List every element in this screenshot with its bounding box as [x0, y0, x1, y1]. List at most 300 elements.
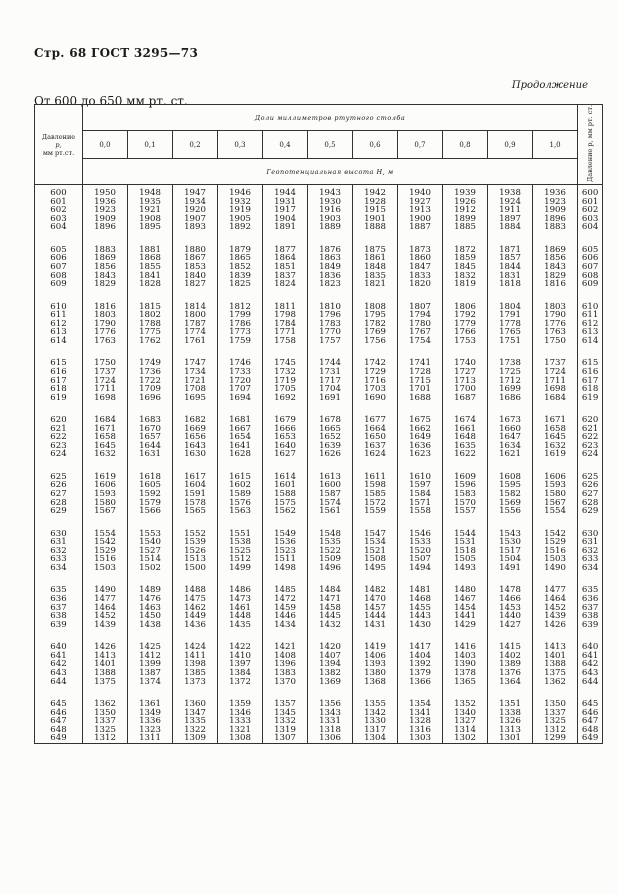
altitude-header: Геопотенциальная высота H, м	[83, 159, 578, 185]
column-header: 0,2	[173, 131, 218, 159]
altitude-cell: 1692	[263, 394, 308, 412]
altitude-cell: 1775	[128, 328, 173, 337]
altitude-cell: 1424	[173, 639, 218, 652]
altitude-cell: 1806	[443, 299, 488, 312]
altitude-cell: 1593	[533, 481, 578, 490]
altitude-cell: 1408	[263, 652, 308, 661]
altitude-cell: 1388	[533, 660, 578, 669]
altitude-cell: 1485	[263, 582, 308, 595]
pressure-cell-left: 621	[35, 425, 83, 434]
altitude-cell: 1795	[353, 311, 398, 320]
altitude-cell: 1507	[398, 555, 443, 564]
altitude-cell: 1476	[128, 595, 173, 604]
altitude-cell: 1623	[398, 450, 443, 468]
altitude-cell: 1472	[263, 595, 308, 604]
altitude-cell: 1716	[353, 377, 398, 386]
altitude-cell: 1308	[218, 734, 263, 743]
altitude-cell: 1606	[83, 481, 128, 490]
altitude-cell: 1800	[173, 311, 218, 320]
altitude-cell: 1662	[398, 425, 443, 434]
altitude-cell: 1901	[353, 215, 398, 224]
altitude-cell: 1722	[128, 377, 173, 386]
altitude-cell: 1490	[533, 564, 578, 582]
altitude-cell: 1923	[533, 198, 578, 207]
altitude-cell: 1370	[263, 678, 308, 696]
pressure-cell-left: 626	[35, 481, 83, 490]
altitude-cell: 1390	[443, 660, 488, 669]
altitude-cell: 1542	[83, 538, 128, 547]
pressure-cell-left: 608	[35, 272, 83, 281]
altitude-cell: 1473	[218, 595, 263, 604]
altitude-cell: 1306	[308, 734, 353, 743]
altitude-cell: 1602	[218, 481, 263, 490]
altitude-cell: 1589	[218, 490, 263, 499]
altitude-cell: 1448	[218, 612, 263, 621]
altitude-cell: 1632	[533, 442, 578, 451]
altitude-cell: 1518	[443, 547, 488, 556]
altitude-cell: 1732	[263, 368, 308, 377]
altitude-cell: 1399	[128, 660, 173, 669]
pressure-cell-right: 646	[578, 709, 603, 718]
altitude-cell: 1727	[443, 368, 488, 377]
pressure-cell-left: 601	[35, 198, 83, 207]
altitude-cell: 1538	[218, 538, 263, 547]
altitude-cell: 1677	[353, 412, 398, 425]
altitude-cell: 1790	[83, 320, 128, 329]
altitude-cell: 1343	[308, 709, 353, 718]
pressure-cell-left: 614	[35, 337, 83, 355]
altitude-cell: 1790	[533, 311, 578, 320]
table-row	[35, 223, 603, 241]
altitude-cell: 1644	[128, 442, 173, 451]
altitude-cell: 1724	[533, 368, 578, 377]
pressure-cell-right: 603	[578, 215, 603, 224]
altitude-cell: 1707	[218, 385, 263, 394]
altitude-cell: 1604	[173, 481, 218, 490]
pressure-cell-right: 642	[578, 660, 603, 669]
altitude-cell: 1312	[83, 734, 128, 743]
pressure-cell-left: 635	[35, 582, 83, 595]
pressure-cell-left: 613	[35, 328, 83, 337]
altitude-cell: 1709	[128, 385, 173, 394]
pressure-cell-left: 641	[35, 652, 83, 661]
altitude-cell: 1733	[218, 368, 263, 377]
altitude-cell: 1425	[128, 639, 173, 652]
altitude-cell: 1549	[263, 526, 308, 539]
pressure-cell-left: 624	[35, 450, 83, 468]
altitude-cell: 1491	[488, 564, 533, 582]
altitude-cell: 1302	[443, 734, 488, 743]
altitude-cell: 1464	[83, 604, 128, 613]
altitude-cell: 1734	[173, 368, 218, 377]
altitude-cell: 1471	[308, 595, 353, 604]
altitude-cell: 1313	[488, 726, 533, 735]
altitude-cell: 1388	[83, 669, 128, 678]
altitude-cell: 1514	[128, 555, 173, 564]
altitude-cell: 1845	[443, 263, 488, 272]
altitude-cell: 1935	[128, 198, 173, 207]
altitude-cell: 1661	[443, 425, 488, 434]
altitude-cell: 1843	[533, 263, 578, 272]
altitude-cell: 1649	[398, 433, 443, 442]
altitude-cell: 1784	[263, 320, 308, 329]
altitude-cell: 1352	[443, 696, 488, 709]
altitude-cell: 1601	[263, 481, 308, 490]
altitude-cell: 1776	[533, 320, 578, 329]
table-row	[35, 678, 603, 696]
altitude-cell: 1362	[533, 678, 578, 696]
altitude-cell: 1856	[83, 263, 128, 272]
altitude-cell: 1543	[488, 526, 533, 539]
altitude-cell: 1455	[398, 604, 443, 613]
altitude-cell: 1928	[353, 198, 398, 207]
altitude-cell: 1665	[308, 425, 353, 434]
altitude-cell: 1897	[488, 215, 533, 224]
altitude-cell: 1484	[308, 582, 353, 595]
altitude-cell: 1863	[308, 254, 353, 263]
altitude-cell: 1808	[353, 299, 398, 312]
altitude-cell: 1804	[488, 299, 533, 312]
altitude-cell: 1516	[533, 547, 578, 556]
altitude-cell: 1839	[218, 272, 263, 281]
pressure-cell-left: 623	[35, 442, 83, 451]
altitude-cell: 1708	[173, 385, 218, 394]
altitude-cell: 1580	[533, 490, 578, 499]
altitude-cell: 1903	[308, 215, 353, 224]
altitude-cell: 1600	[308, 481, 353, 490]
altitude-cell: 1674	[443, 412, 488, 425]
altitude-cell: 1554	[533, 507, 578, 525]
altitude-cell: 1857	[488, 254, 533, 263]
altitude-cell: 1791	[488, 311, 533, 320]
altitude-cell: 1900	[398, 215, 443, 224]
pressure-cell-left: 630	[35, 526, 83, 539]
altitude-cell: 1770	[308, 328, 353, 337]
altitude-cell: 1556	[488, 507, 533, 525]
altitude-cell: 1398	[173, 660, 218, 669]
altitude-cell: 1316	[398, 726, 443, 735]
altitude-cell: 1422	[218, 639, 263, 652]
altitude-cell: 1317	[353, 726, 398, 735]
altitude-cell: 1618	[128, 469, 173, 482]
altitude-cell: 1658	[83, 433, 128, 442]
pressure-cell-left: 637	[35, 604, 83, 613]
altitude-cell: 1678	[308, 412, 353, 425]
altitude-cell: 1836	[308, 272, 353, 281]
altitude-cell: 1559	[353, 507, 398, 525]
pressure-cell-left: 622	[35, 433, 83, 442]
altitude-cell: 1879	[218, 242, 263, 255]
altitude-cell: 1851	[263, 263, 308, 272]
altitude-cell: 1721	[173, 377, 218, 386]
altitude-cell: 1488	[173, 582, 218, 595]
altitude-cell: 1688	[398, 394, 443, 412]
pressure-cell-left: 625	[35, 469, 83, 482]
altitude-cell: 1626	[308, 450, 353, 468]
altitude-cell: 1396	[263, 660, 308, 669]
altitude-cell: 1606	[533, 469, 578, 482]
pressure-cell-right: 640	[578, 639, 603, 652]
altitude-cell: 1765	[488, 328, 533, 337]
altitude-cell: 1426	[83, 639, 128, 652]
altitude-cell: 1645	[83, 442, 128, 451]
pressure-cell-left: 638	[35, 612, 83, 621]
altitude-cell: 1754	[398, 337, 443, 355]
pressure-cell-right: 629	[578, 507, 603, 525]
altitude-cell: 1787	[173, 320, 218, 329]
altitude-cell: 1852	[218, 263, 263, 272]
altitude-cell: 1486	[218, 582, 263, 595]
page-header: Стр. 68 ГОСТ 3295—73	[34, 46, 199, 60]
altitude-cell: 1580	[83, 499, 128, 508]
altitude-cell: 1547	[353, 526, 398, 539]
pressure-cell-right: 606	[578, 254, 603, 263]
altitude-cell: 1416	[443, 639, 488, 652]
altitude-cell: 1463	[128, 604, 173, 613]
altitude-cell: 1566	[128, 507, 173, 525]
pressure-cell-right: 610	[578, 299, 603, 312]
altitude-cell: 1490	[83, 582, 128, 595]
altitude-cell: 1526	[173, 547, 218, 556]
altitude-cell: 1670	[128, 425, 173, 434]
altitude-cell: 1563	[218, 507, 263, 525]
altitude-cell: 1883	[533, 223, 578, 241]
altitude-cell: 1711	[83, 385, 128, 394]
altitude-cell: 1829	[83, 280, 128, 298]
pressure-cell-right: 633	[578, 555, 603, 564]
altitude-cell: 1327	[443, 717, 488, 726]
altitude-cell: 1821	[353, 280, 398, 298]
altitude-cell: 1892	[218, 223, 263, 241]
altitude-cell: 1569	[488, 499, 533, 508]
altitude-cell: 1355	[353, 696, 398, 709]
pressure-cell-right: 647	[578, 717, 603, 726]
altitude-cell: 1572	[353, 499, 398, 508]
altitude-cell: 1849	[308, 263, 353, 272]
table-row	[35, 394, 603, 412]
altitude-cell: 1647	[488, 433, 533, 442]
altitude-cell: 1658	[533, 425, 578, 434]
altitude-cell: 1724	[83, 377, 128, 386]
altitude-cell: 1741	[398, 355, 443, 368]
table-row	[35, 280, 603, 298]
altitude-cell: 1349	[128, 709, 173, 718]
altitude-cell: 1441	[443, 612, 488, 621]
altitude-cell: 1347	[173, 709, 218, 718]
altitude-cell: 1540	[128, 538, 173, 547]
altitude-cell: 1457	[353, 604, 398, 613]
altitude-cell: 1338	[488, 709, 533, 718]
altitude-cell: 1703	[353, 385, 398, 394]
altitude-cell: 1736	[128, 368, 173, 377]
altitude-cell: 1454	[443, 604, 488, 613]
pressure-cell-right: 630	[578, 526, 603, 539]
altitude-cell: 1558	[398, 507, 443, 525]
pressure-cell-right: 604	[578, 223, 603, 241]
altitude-cell: 1404	[398, 652, 443, 661]
altitude-cell: 1445	[308, 612, 353, 621]
altitude-cell: 1354	[398, 696, 443, 709]
altitude-cell: 1406	[353, 652, 398, 661]
pressure-cell-right: 627	[578, 490, 603, 499]
column-header: 0,1	[128, 131, 173, 159]
altitude-cell: 1767	[398, 328, 443, 337]
altitude-cell: 1825	[218, 280, 263, 298]
altitude-cell: 1429	[443, 621, 488, 639]
pressure-cell-right: 624	[578, 450, 603, 468]
altitude-cell: 1303	[398, 734, 443, 743]
altitude-cell: 1792	[443, 311, 488, 320]
altitude-cell: 1652	[308, 433, 353, 442]
column-header: 0,5	[308, 131, 353, 159]
altitude-cell: 1828	[128, 280, 173, 298]
altitude-cell: 1909	[533, 206, 578, 215]
pressure-cell-left: 648	[35, 726, 83, 735]
altitude-cell: 1695	[173, 394, 218, 412]
altitude-cell: 1366	[398, 678, 443, 696]
altitude-cell: 1778	[488, 320, 533, 329]
altitude-cell: 1489	[128, 582, 173, 595]
altitude-cell: 1567	[533, 499, 578, 508]
altitude-cell: 1462	[173, 604, 218, 613]
altitude-cell: 1337	[533, 709, 578, 718]
altitude-cell: 1412	[128, 652, 173, 661]
altitude-cell: 1551	[218, 526, 263, 539]
altitude-cell: 1482	[353, 582, 398, 595]
altitude-cell: 1345	[263, 709, 308, 718]
altitude-cell: 1567	[83, 507, 128, 525]
altitude-cell: 1744	[308, 355, 353, 368]
altitude-cell: 1860	[398, 254, 443, 263]
altitude-cell: 1587	[308, 490, 353, 499]
altitude-cell: 1368	[353, 678, 398, 696]
altitude-cell: 1384	[218, 669, 263, 678]
altitude-cell: 1516	[83, 555, 128, 564]
column-header: 0,3	[218, 131, 263, 159]
altitude-cell: 1332	[263, 717, 308, 726]
altitude-cell: 1844	[488, 263, 533, 272]
altitude-cell: 1876	[308, 242, 353, 255]
altitude-cell: 1855	[128, 263, 173, 272]
pressure-cell-left: 636	[35, 595, 83, 604]
pressure-cell-right: 620	[578, 412, 603, 425]
altitude-cell: 1769	[353, 328, 398, 337]
altitude-cell: 1365	[443, 678, 488, 696]
altitude-cell: 1666	[263, 425, 308, 434]
altitude-cell: 1814	[173, 299, 218, 312]
altitude-cell: 1747	[173, 355, 218, 368]
altitude-cell: 1402	[488, 652, 533, 661]
altitude-cell: 1499	[218, 564, 263, 582]
altitude-cell: 1786	[218, 320, 263, 329]
pressure-cell-left: 647	[35, 717, 83, 726]
altitude-cell: 1915	[353, 206, 398, 215]
altitude-cell: 1683	[128, 412, 173, 425]
altitude-cell: 1403	[443, 652, 488, 661]
pressure-cell-left: 618	[35, 385, 83, 394]
altitude-cell: 1615	[218, 469, 263, 482]
pressure-header-left: Давление p, мм рт.ст.	[35, 105, 83, 185]
altitude-cell: 1553	[128, 526, 173, 539]
altitude-cell: 1627	[263, 450, 308, 468]
altitude-cell: 1869	[533, 242, 578, 255]
table-row	[35, 412, 603, 425]
altitude-cell: 1598	[353, 481, 398, 490]
pressure-cell-left: 642	[35, 660, 83, 669]
pressure-cell-right: 644	[578, 678, 603, 696]
altitude-cell: 1673	[488, 412, 533, 425]
altitude-cell: 1936	[533, 185, 578, 198]
altitude-cell: 1667	[218, 425, 263, 434]
altitude-cell: 1932	[218, 198, 263, 207]
altitude-cell: 1446	[263, 612, 308, 621]
altitude-cell: 1812	[218, 299, 263, 312]
altitude-cell: 1684	[533, 394, 578, 412]
altitude-cell: 1762	[128, 337, 173, 355]
altitude-cell: 1815	[128, 299, 173, 312]
altitude-cell: 1837	[263, 272, 308, 281]
pressure-cell-right: 613	[578, 328, 603, 337]
altitude-cell: 1336	[128, 717, 173, 726]
pressure-cell-left: 612	[35, 320, 83, 329]
pressure-cell-left: 646	[35, 709, 83, 718]
pressure-cell-left: 619	[35, 394, 83, 412]
altitude-cell: 1622	[443, 450, 488, 468]
table-row	[35, 734, 603, 743]
altitude-cell: 1904	[263, 215, 308, 224]
pressure-cell-left: 645	[35, 696, 83, 709]
altitude-cell: 1657	[128, 433, 173, 442]
altitude-cell: 1427	[488, 621, 533, 639]
altitude-cell: 1690	[353, 394, 398, 412]
pressure-cell-right: 602	[578, 206, 603, 215]
altitude-cell: 1576	[218, 499, 263, 508]
altitude-cell: 1881	[128, 242, 173, 255]
altitude-cell: 1641	[218, 442, 263, 451]
altitude-cell: 1729	[353, 368, 398, 377]
altitude-cell: 1888	[353, 223, 398, 241]
altitude-cell: 1517	[488, 547, 533, 556]
altitude-cell: 1520	[398, 547, 443, 556]
altitude-cell: 1495	[353, 564, 398, 582]
altitude-cell: 1880	[173, 242, 218, 255]
altitude-cell: 1436	[173, 621, 218, 639]
table-row	[35, 696, 603, 709]
altitude-cell: 1383	[263, 669, 308, 678]
altitude-cell: 1466	[488, 595, 533, 604]
altitude-cell: 1459	[263, 604, 308, 613]
altitude-cell: 1401	[83, 660, 128, 669]
pressure-cell-left: 633	[35, 555, 83, 564]
pressure-cell-left: 628	[35, 499, 83, 508]
pressure-cell-left: 649	[35, 734, 83, 743]
altitude-cell: 1552	[173, 526, 218, 539]
altitude-cell: 1619	[533, 450, 578, 468]
altitude-cell: 1799	[218, 311, 263, 320]
altitude-cell: 1570	[443, 499, 488, 508]
table-row	[35, 564, 603, 582]
altitude-cell: 1361	[128, 696, 173, 709]
altitude-cell: 1611	[353, 469, 398, 482]
altitude-cell: 1853	[173, 263, 218, 272]
altitude-cell: 1884	[488, 223, 533, 241]
pressure-cell-right: 621	[578, 425, 603, 434]
altitude-cell: 1413	[533, 639, 578, 652]
altitude-cell: 1331	[308, 717, 353, 726]
altitude-cell: 1696	[128, 394, 173, 412]
altitude-cell: 1720	[218, 377, 263, 386]
pressure-cell-left: 620	[35, 412, 83, 425]
